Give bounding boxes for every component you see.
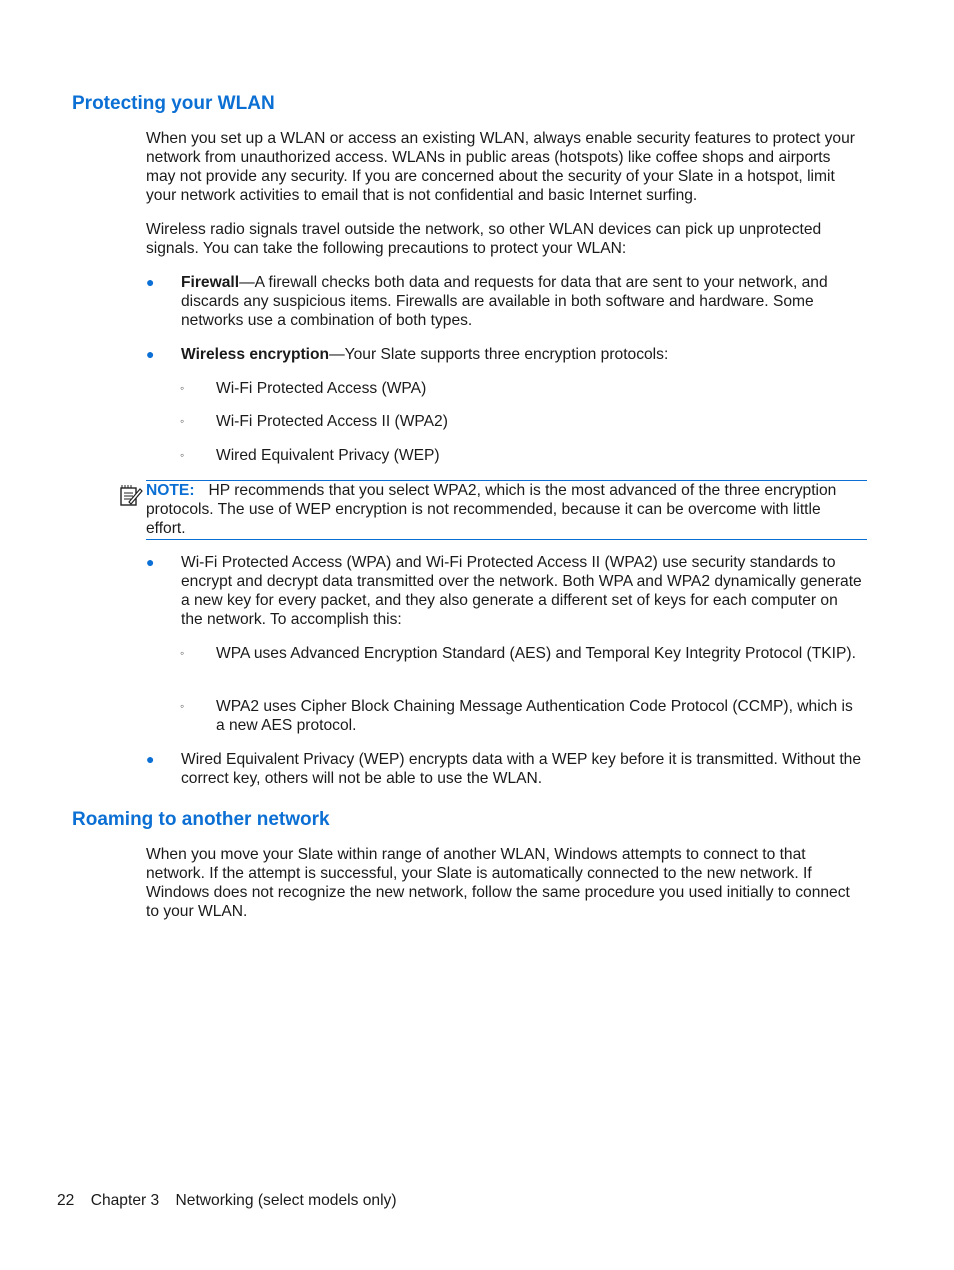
bullet-icon: ● [146, 346, 155, 362]
page-number: 22 [57, 1192, 75, 1209]
term-firewall: Firewall [181, 274, 240, 291]
bullet-icon: ● [146, 274, 155, 290]
wep-text: Wired Equivalent Privacy (WEP) encrypts data with a WEP key before it is transmitted. Without the correct key, others will not be able to use the WLAN. [181, 751, 862, 787]
term-wireless-encryption: Wireless encryption [181, 346, 330, 363]
sub-bullet-icon: ◦ [180, 414, 185, 428]
paragraph-intro: When you set up a WLAN or access an existing WLAN, always enable security features to protect your network from unauthorized access. WLANs in public areas (hotspots) like coffee shops and airports may not provide any security. If you are concerned about the security of your Slate in a hotspot, limit your network activities to email that is not confidential and basic Internet surfing. [146, 130, 855, 204]
protocol-label: Wired Equivalent Privacy (WEP) [216, 447, 440, 464]
wireless-encryption-description: —Your Slate supports three encryption protocols: [329, 346, 669, 363]
wpa2-ccmp-text: WPA2 uses Cipher Block Chaining Message Authentication Code Protocol (CCMP), which is a new AES protocol. [216, 698, 853, 734]
sub-bullet-icon: ◦ [180, 646, 185, 660]
chapter-title: Networking (select models only) [175, 1192, 397, 1209]
note-box [146, 480, 867, 540]
sub-bullet-icon: ◦ [180, 448, 185, 462]
wpa-standards-text: Wi-Fi Protected Access (WPA) and Wi-Fi Protected Access II (WPA2) use security standards to encrypt and decrypt data transmitted over the network. Both WPA and WPA2 dynamically generate a new key for every packet, and they also generate a different set of keys for each computer on the network. To accomplish this: [181, 554, 862, 628]
note-label: NOTE: [146, 482, 195, 499]
section-heading-roaming: Roaming to another network [72, 809, 330, 830]
bullet-icon: ● [146, 751, 155, 767]
chapter-label: Chapter 3 [90, 1192, 160, 1209]
bullet-icon: ● [146, 554, 155, 570]
firewall-description: —A firewall checks both data and requests for data that are sent to your network, and discards any suspicious items. Firewalls are available in both software and hardware. Some networks use a combination of both types. [181, 274, 828, 329]
sub-bullet-icon: ◦ [180, 699, 185, 713]
note-text: HP recommends that you select WPA2, which is the most advanced of the three encryption protocols. The use of WEP encryption is not recommended, because it can be overcome with little effort. [146, 482, 837, 537]
paragraph-precautions: Wireless radio signals travel outside the network, so other WLAN devices can pick up unprotected signals. You can take the following precautions to protect your WLAN: [146, 221, 822, 257]
section-heading-protecting-wlan: Protecting your WLAN [72, 93, 275, 114]
paragraph-roaming: When you move your Slate within range of another WLAN, Windows attempts to connect to that network. If the attempt is successful, your Slate is automatically connected to the new network. If Windows does not recognize the new network, follow the same procedure you used initially to connect to your WLAN. [146, 846, 850, 920]
note-icon [119, 483, 143, 507]
wpa-aes-text: WPA uses Advanced Encryption Standard (AES) and Temporal Key Integrity Protocol (TKIP). [216, 645, 856, 662]
protocol-label: Wi-Fi Protected Access (WPA) [216, 380, 427, 397]
protocol-label: Wi-Fi Protected Access II (WPA2) [216, 413, 448, 430]
sub-bullet-icon: ◦ [180, 381, 185, 395]
page-footer [57, 1191, 409, 1210]
